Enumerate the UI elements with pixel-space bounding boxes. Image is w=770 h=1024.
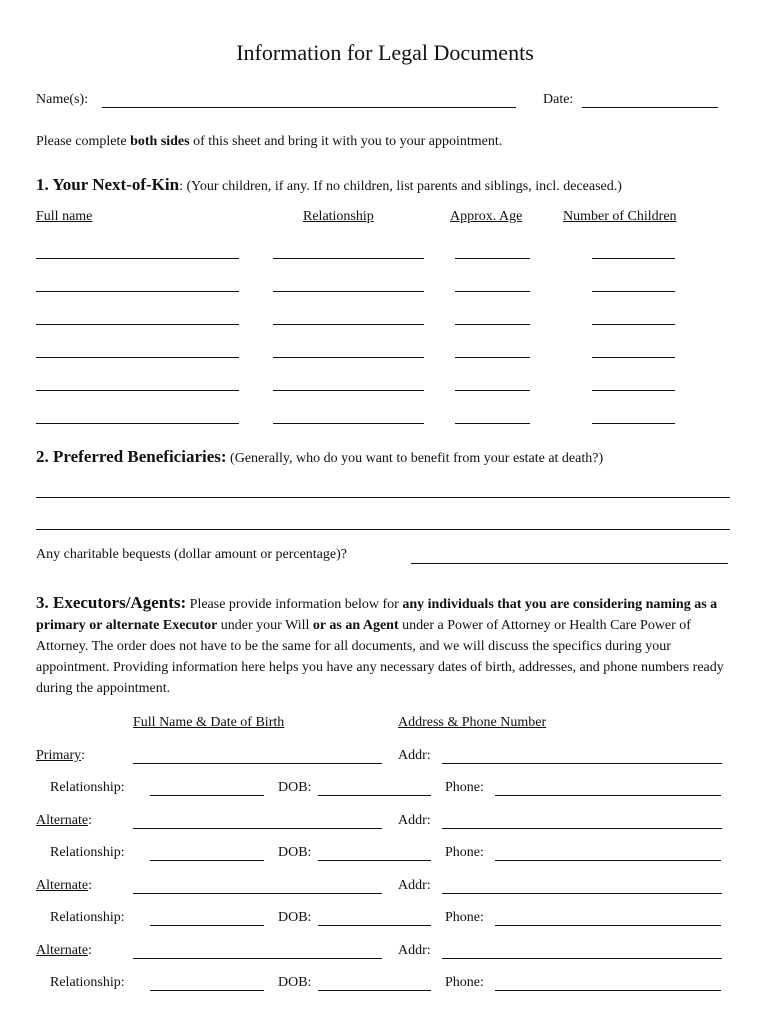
beneficiary-line-1[interactable]: [36, 483, 730, 498]
kin-age-field[interactable]: [455, 310, 530, 325]
section3-bold-1: any individuals that you are considering naming as a primary or alternate Executor: [36, 597, 718, 633]
executor-phone-field[interactable]: [495, 976, 721, 991]
section1-note: : (Your children, if any. If no children, list parents and siblings, incl. deceased.): [179, 179, 622, 194]
section2-note: (Generally, who do you want to benefit from your estate at death?): [226, 451, 604, 466]
col-relationship: Relationship: [303, 209, 374, 224]
executor-relationship-field[interactable]: [150, 911, 264, 926]
executor-relationship-field[interactable]: [150, 976, 264, 991]
kin-children-field[interactable]: [592, 376, 675, 391]
executor-role-label: Alternate: [36, 813, 89, 828]
kin-age-field[interactable]: [455, 277, 530, 292]
charitable-label: Any charitable bequests (dollar amount or percentage)?: [36, 547, 347, 562]
executor-role-colon: :: [81, 748, 85, 763]
executor-relationship-field[interactable]: [150, 781, 264, 796]
dob-label: DOB:: [278, 845, 312, 860]
executor-addr-field[interactable]: [442, 944, 722, 959]
section2-heading: 2. Preferred Beneficiaries:: [36, 447, 227, 466]
executor-name-field[interactable]: [133, 749, 382, 764]
executor-role-label: Alternate: [36, 878, 89, 893]
section3-paragraph: [36, 592, 736, 699]
kin-children-field[interactable]: [592, 409, 675, 424]
kin-age-field[interactable]: [455, 244, 530, 259]
dob-label: DOB:: [278, 780, 312, 795]
executor-role-colon: :: [88, 878, 92, 893]
phone-label: Phone:: [445, 975, 484, 990]
phone-label: Phone:: [445, 845, 484, 860]
executor-dob-field[interactable]: [318, 846, 431, 861]
phone-label: Phone:: [445, 780, 484, 795]
executor-role-label: Primary: [36, 748, 82, 763]
section3-text-2: under your Will: [217, 618, 313, 633]
executor-role: [36, 748, 85, 764]
phone-label: Phone:: [445, 910, 484, 925]
instruction: [36, 134, 502, 150]
executor-role: [36, 943, 92, 959]
kin-name-field[interactable]: [36, 376, 239, 391]
relationship-label: Relationship:: [50, 845, 125, 860]
addr-label: Addr:: [398, 943, 431, 958]
kin-name-field[interactable]: [36, 409, 239, 424]
kin-relationship-field[interactable]: [273, 343, 424, 358]
section3-heading: 3. Executors/Agents:: [36, 593, 187, 612]
executor-phone-field[interactable]: [495, 911, 721, 926]
col-name-dob: Full Name & Date of Birth: [133, 715, 285, 730]
executor-dob-field[interactable]: [318, 911, 431, 926]
kin-name-field[interactable]: [36, 310, 239, 325]
kin-relationship-field[interactable]: [273, 376, 424, 391]
kin-age-field[interactable]: [455, 343, 530, 358]
beneficiary-line-2[interactable]: [36, 515, 730, 530]
instruction-text-1: Please complete: [36, 134, 131, 149]
executor-name-field[interactable]: [133, 879, 382, 894]
kin-age-field[interactable]: [455, 409, 530, 424]
names-field[interactable]: [102, 93, 516, 108]
col-addr-phone: Address & Phone Number: [398, 715, 547, 730]
kin-relationship-field[interactable]: [273, 244, 424, 259]
executor-addr-field[interactable]: [442, 879, 722, 894]
section3-text-3: under a Power of Attorney or Health Care Power of Attorney. The order does not have to be the same for all documents, and we will discuss the specifics during your appointment. Providing information here helps you have any necessary dates of birth, addresses, and phone numbers ready during the appointment.: [36, 618, 724, 696]
relationship-label: Relationship:: [50, 910, 125, 925]
section3-text-1: Please provide information below for: [186, 597, 403, 612]
section1-heading-row: [36, 175, 622, 195]
executor-role: [36, 813, 92, 829]
kin-relationship-field[interactable]: [273, 277, 424, 292]
executor-phone-field[interactable]: [495, 846, 721, 861]
executor-addr-field[interactable]: [442, 814, 722, 829]
kin-relationship-field[interactable]: [273, 310, 424, 325]
kin-name-field[interactable]: [36, 277, 239, 292]
instruction-bold: both sides: [130, 134, 190, 149]
section1-heading: 1. Your Next-of-Kin: [36, 175, 180, 194]
executor-dob-field[interactable]: [318, 976, 431, 991]
kin-children-field[interactable]: [592, 277, 675, 292]
charitable-field[interactable]: [411, 549, 728, 564]
addr-label: Addr:: [398, 813, 431, 828]
executor-role-label: Alternate: [36, 943, 89, 958]
kin-name-field[interactable]: [36, 343, 239, 358]
kin-name-field[interactable]: [36, 244, 239, 259]
relationship-label: Relationship:: [50, 780, 125, 795]
executor-phone-field[interactable]: [495, 781, 721, 796]
kin-relationship-field[interactable]: [273, 409, 424, 424]
section3-bold-2: or as an Agent: [312, 618, 399, 633]
date-field[interactable]: [582, 93, 718, 108]
executor-name-field[interactable]: [133, 814, 382, 829]
page-title: Information for Legal Documents: [236, 40, 534, 65]
kin-children-field[interactable]: [592, 244, 675, 259]
addr-label: Addr:: [398, 878, 431, 893]
addr-label: Addr:: [398, 748, 431, 763]
col-number-children: Number of Children: [563, 209, 677, 224]
kin-age-field[interactable]: [455, 376, 530, 391]
section2-heading-row: [36, 447, 603, 467]
executor-role-colon: :: [88, 943, 92, 958]
kin-children-field[interactable]: [592, 343, 675, 358]
kin-children-field[interactable]: [592, 310, 675, 325]
executor-dob-field[interactable]: [318, 781, 431, 796]
executor-relationship-field[interactable]: [150, 846, 264, 861]
relationship-label: Relationship:: [50, 975, 125, 990]
names-label: Name(s):: [36, 92, 89, 107]
executor-role: [36, 878, 92, 894]
executor-role-colon: :: [88, 813, 92, 828]
executor-addr-field[interactable]: [442, 749, 722, 764]
dob-label: DOB:: [278, 975, 312, 990]
instruction-text-2: of this sheet and bring it with you to your appointment.: [189, 134, 503, 149]
executor-name-field[interactable]: [133, 944, 382, 959]
col-full-name: Full name: [36, 209, 93, 224]
col-approx-age: Approx. Age: [450, 209, 523, 224]
date-label: Date:: [543, 92, 574, 107]
dob-label: DOB:: [278, 910, 312, 925]
